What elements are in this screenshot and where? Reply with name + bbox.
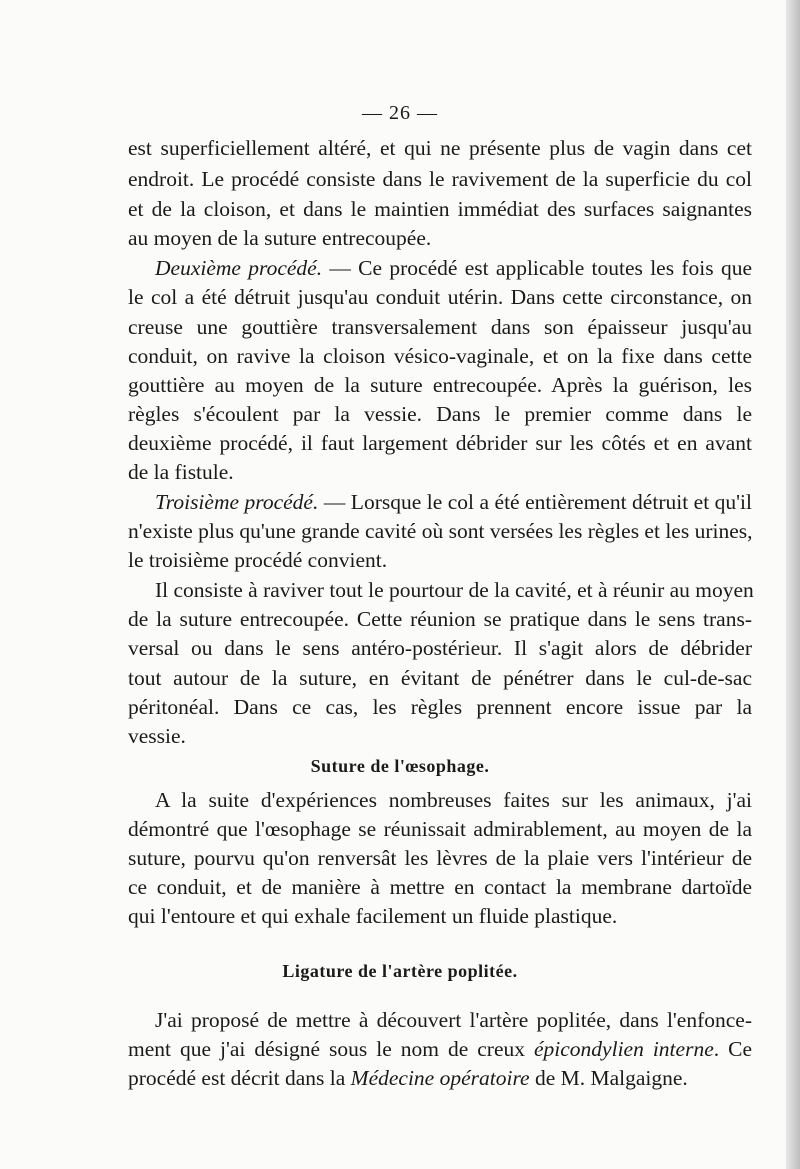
section-heading-oesophage: Suture de l'œsophage. — [310, 756, 490, 776]
text-line: J'ai proposé de mettre à découvert l'artère poplitée, dans l'enfonce- — [155, 1008, 752, 1032]
text-line: tout autour de la suture, en évitant de pénétrer dans le cul-de-sac — [128, 666, 752, 690]
section-heading-poplitee: Ligature de l'artère poplitée. — [282, 961, 518, 981]
text-line: versal ou dans le sens antéro-postérieur. Il s'agit alors de débrider — [128, 636, 752, 660]
text-line: de la fistule. — [128, 460, 234, 484]
text-line: et de la cloison, et dans le maintien immédiat des surfaces saignantes — [128, 197, 752, 221]
text-line: péritonéal. Dans ce cas, les règles prennent encore issue par la — [128, 695, 752, 719]
text-line: deuxième procédé, il faut largement débrider sur les côtés et en avant — [128, 431, 752, 455]
text-line: procédé est décrit dans la Médecine opératoire de M. Malgaigne. — [128, 1066, 688, 1090]
italic-phrase: Troisième procédé. — [155, 490, 319, 514]
text-line: endroit. Le procédé consiste dans le ravivement de la superficie du col — [128, 167, 752, 191]
page-edge-shadow — [786, 0, 800, 1169]
text-line: vessie. — [128, 724, 186, 748]
text-line: conduit, on ravive la cloison vésico-vaginale, et on la fixe dans cette — [128, 344, 752, 368]
text-line: ment que j'ai désigné sous le nom de creux épicondylien interne. Ce — [128, 1037, 752, 1061]
text-line: le col a été détruit jusqu'au conduit utérin. Dans cette circonstance, on — [128, 285, 752, 309]
text-line: est superficiellement altéré, et qui ne présente plus de vagin dans cet — [128, 136, 752, 160]
text-line: n'existe plus qu'une grande cavité où sont versées les règles et les urines, — [128, 519, 753, 543]
text-line: de la suture entrecoupée. Cette réunion se pratique dans le sens trans- — [128, 607, 752, 631]
text-line: Il consiste à raviver tout le pourtour de la cavité, et à réunir au moyen — [155, 578, 754, 602]
text-line: règles s'écoulent par la vessie. Dans le premier comme dans le — [128, 402, 752, 426]
text-line: ce conduit, et de manière à mettre en contact la membrane dartoïde — [128, 875, 752, 899]
page-number: — 26 — — [362, 102, 438, 124]
text-line: suture, pourvu qu'on renversât les lèvres de la plaie vers l'intérieur de — [128, 846, 752, 870]
text-line: A la suite d'expériences nombreuses faites sur les animaux, j'ai — [155, 788, 752, 812]
italic-phrase: Deuxième procédé. — [155, 256, 323, 280]
text-line: qui l'entoure et qui exhale facilement un fluide plastique. — [128, 904, 618, 928]
italic-phrase: épicondylien interne — [534, 1037, 714, 1061]
text-line: gouttière au moyen de la suture entrecoupée. Après la guérison, les — [128, 373, 752, 397]
text-line: démontré que l'œsophage se réunissait admirablement, au moyen de la — [128, 817, 752, 841]
text-line: creuse une gouttière transversalement dans son épaisseur jusqu'au — [128, 315, 752, 339]
text-line: le troisième procédé convient. — [128, 548, 388, 572]
italic-phrase: Médecine opératoire — [350, 1066, 530, 1090]
text-line: Deuxième procédé. — Ce procédé est applicable toutes les fois que — [155, 256, 752, 280]
text-line: Troisième procédé. — Lorsque le col a été entièrement détruit et qu'il — [155, 490, 752, 514]
text-line: au moyen de la suture entrecoupée. — [128, 226, 432, 250]
